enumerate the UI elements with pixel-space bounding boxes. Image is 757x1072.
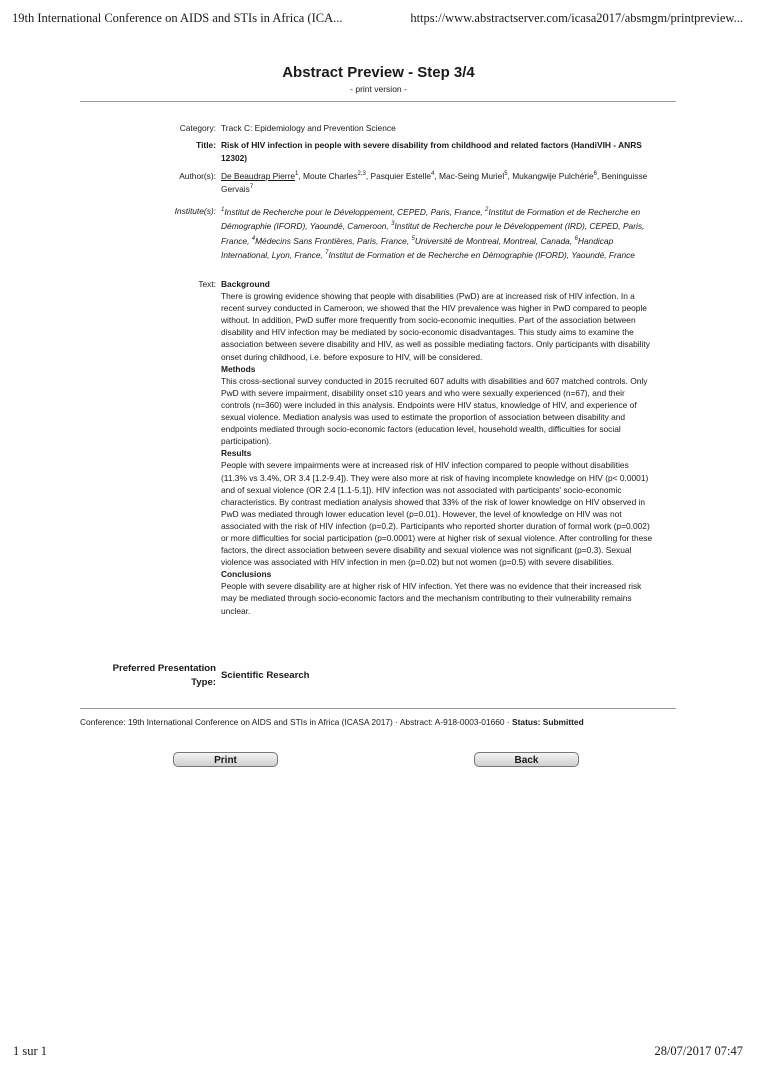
page-number: 1 sur 1 (13, 1044, 48, 1058)
section-body: This cross-sectional survey conducted in 2015 recruited 607 adults with disabilities and 607 matched controls. Only PwD with severe impairment, disability onset ≤10 years and who were sexually experienced (n=67), and their controls (n=360) were included in this analysis. Endpoints were HIV status, knowledge of HIV, and experience of sexual violence. Mediation analysis was used to estimate the proportion of association between disability and endpoints mediated through socio-economic factors (education level, household wealth, difficulties for social participation). (221, 375, 648, 447)
authors-list: De Beaudrap Pierre$^1$, Moute Charles$^{2,3}$, Pasquier Estelle$^4$, Mac-Seing Muriel$^5$, Mukangwije Pulchérie$^6$, Beninguisse Gervais$^7$ (221, 171, 648, 194)
text-label: Text: (198, 279, 216, 289)
section-heading: Background (221, 279, 270, 289)
print-button[interactable]: Print (173, 752, 278, 767)
section-body: There is growing evidence showing that people with disabilities (PwD) are at increased risk of HIV infection. In a recent survey conducted in Cameroon, we showed that the HIV prevalence was higher in PwD compared to people without. In addition, PwD suffer more frequently from socio-economic inequities. Part of the association between disability and HIV infection may be mediated by socio-economic disadvantages. This study aims to examine the association between severe disability and HIV, as well as possible mediating factors. Only participants with disability onset during childhood, i.e. before exposure to HIV, will be considered. (221, 291, 650, 362)
abstract-text (221, 278, 653, 617)
institute-name: Institut de Formation et de Recherche en Démographie (IFORD), Yaoundé, France (328, 250, 635, 261)
institute-number: 2 (485, 207, 489, 214)
browser-page-title: 19th International Conference on AIDS and STIs in Africa (ICA... (12, 11, 343, 25)
presentation-type-label-line1: Preferred Presentation (112, 663, 216, 674)
bottom-divider (80, 708, 676, 709)
title-label: Title: (196, 140, 216, 150)
presentation-type-label (79, 662, 216, 690)
author-affiliation-number: 6 (593, 171, 598, 178)
section-body: People with severe impairments were at increased risk of HIV infection compared to people without disabilities (11.3% vs 3.4%, OR 3.4 [1.2-9.4]). They were also more at risk of having incomplete knowledge on HIV (p< 0.0001) and of sexual violence (OR 2.4 [1.1-5.1]). HIV infection was not associated with participants' socio-economic characteristics. By contrast mediation analysis showed that 33% of the risk of lower knowledge on HIV observed in PwD was mediated through lower education level (p=0.01). However, the level of knowledge on HIV was not associated with the risk of HIV infection (p=0.2). Participants who reported shorter duration of formal work (p=0.002) or more difficulties for social participation (p=0.0001) were at higher risk of sexual violence. After controlling for these factors, the direct association between severe disability and sexual violence was not significant (p=0.3). Sexual violence was associated with HIV infection in men (p=0.02) but not women (p=0.5) with severe disabilities. (221, 460, 653, 568)
author-name: Mukangwije Pulchérie (512, 171, 594, 181)
author-name: Beninguisse Gervais (221, 171, 648, 194)
institute-name: Médecins Sans Frontières, Paris, France (255, 235, 407, 246)
section-body: People with severe disability are at higher risk of HIV infection. Yet there was no evidence that their increased risk may be mediated through socio-economic factors and the mechanism contributing to their vulnerability remains unclear. (221, 581, 642, 616)
institute-number: 1 (221, 207, 225, 214)
title-value: Risk of HIV infection in people with severe disability from childhood and related factors (HandiVIH - ANRS 12302) (221, 140, 642, 163)
back-button[interactable]: Back (474, 752, 579, 767)
institute-name: Institut de Recherche pour le Développement, CEPED, Paris, France (224, 207, 481, 217)
presentation-type-label-line2: Type: (191, 677, 216, 688)
institute-number: 3 (391, 221, 395, 228)
author-affiliation-number: 1 (295, 171, 299, 178)
institute-number: 5 (411, 236, 415, 243)
institute-number: 4 (251, 236, 256, 243)
section-heading: Results (221, 448, 252, 459)
author-name: Mac-Seing Muriel (439, 171, 505, 181)
institutes-label: Institute(s): (174, 206, 216, 216)
institute-name: Institut de Formation et de Recherche en Démographie (IFORD), Yaoundé, Cameroon (221, 207, 641, 232)
institutes-list: $^1$Institut de Recherche pour le Développement, CEPED, Paris, France, $^2$Institut de Formation et de Recherche en Démographie (IFORD), Yaoundé, Cameroon, $^3$Institut de Recherche pour le Développement (IRD), CEPED, Paris, France, $^4$Médecins Sans Frontières, Paris, France, $^5$Université de Montreal, Montreal, Canada, $^6$Handicap International, Lyon, France, $^7$Institut de Formation et de Recherche en Démographie (IFORD), Yaoundé, France (221, 207, 645, 261)
author-affiliation-number: 5 (504, 171, 508, 178)
author-affiliation-number: 4 (431, 171, 435, 178)
institute-name: Université de Montreal, Montreal, Canada (414, 235, 570, 246)
author-name: Pasquier Estelle (370, 171, 432, 181)
institute-name: Handicap International, Lyon, France (221, 235, 614, 261)
institute-name: Institut de Recherche pour le Développement (IRD), CEPED, Paris, France (221, 221, 645, 246)
authors-label: Author(s): (179, 171, 216, 181)
section-heading: Conclusions (221, 569, 272, 580)
author-name: Moute Charles (303, 171, 358, 181)
category-label: Category: (179, 123, 216, 133)
presentation-type-value: Scientific Research (221, 670, 310, 681)
author-affiliation-number: 2,3 (357, 171, 366, 178)
submission-status: Status: Submitted (512, 717, 584, 727)
institute-number: 6 (574, 236, 578, 243)
browser-url: https://www.abstractserver.com/icasa2017/absmgm/printpreview... (410, 11, 743, 25)
author-name: De Beaudrap Pierre (221, 171, 296, 181)
category-value: Track C: Epidemiology and Prevention Science (221, 123, 396, 133)
author-affiliation-number: 7 (249, 183, 254, 190)
conference-info: Conference: 19th International Conference on AIDS and STIs in Africa (ICASA 2017) · Abstract: A-918-0003-01660 · (80, 717, 513, 727)
page-title: Abstract Preview - Step 3/4 (282, 64, 475, 81)
institute-number: 7 (325, 250, 329, 257)
page-subtitle: - print version - (350, 84, 407, 94)
conference-footer (80, 717, 680, 727)
print-datetime: 28/07/2017 07:47 (654, 1044, 743, 1058)
top-divider (80, 101, 676, 102)
section-heading: Methods (221, 363, 256, 374)
